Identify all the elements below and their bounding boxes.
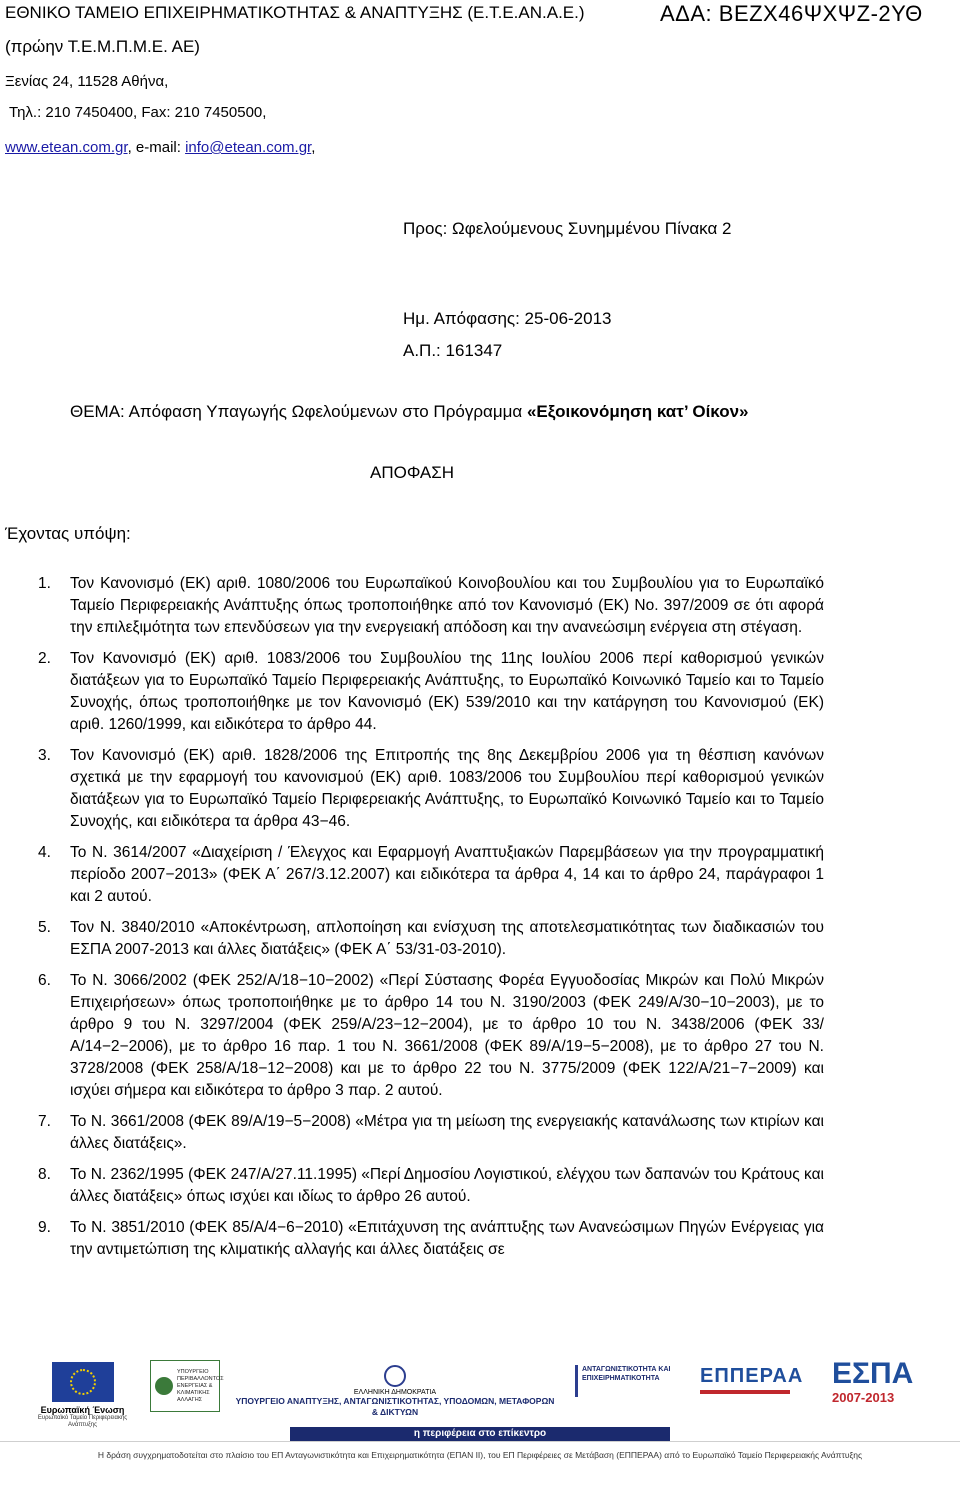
region-slogan: η περιφέρεια στο επίκεντρο [413, 1428, 547, 1439]
list-item [38, 1217, 824, 1261]
email-link[interactable]: info@etean.com.gr [185, 139, 312, 156]
env-emblem-icon [155, 1377, 173, 1395]
website-link[interactable]: www.etean.com.gr [5, 139, 128, 156]
list-item-number: 9. [38, 1219, 51, 1236]
decision-date: Ημ. Απόφασης: 25-06-2013 [403, 309, 612, 328]
address: Ξενίας 24, 11528 Αθήνα, [5, 73, 169, 90]
email-label: , e-mail: [127, 139, 186, 156]
list-item-text: Το Ν. 3614/2007 «Διαχείριση / Έλεγχος και Εφαρμογή Αναπτυξιακών Παρεμβάσεων για την προγραμματική περίοδο 2007−2013» (ΦΕΚ Α΄ 267/3.12.2007) και ειδικότερα τα άρθρα 4, 14 και το άρθρο 24, παράγραφοι 1 και 2 αυτού. [70, 844, 824, 905]
epperaa-text: ΕΠΠΕΡΑΑ [700, 1365, 804, 1387]
eu-logo-text: Ευρωπαϊκή Ένωση [40, 1405, 125, 1415]
greek-republic-text: ΕΛΛΗΝΙΚΗ ΔΗΜΟΚΡΑΤΙΑ [353, 1389, 437, 1396]
eu-flag-icon [52, 1362, 114, 1402]
org-former-name: (πρώην Τ.Ε.Μ.Π.Μ.Ε. ΑΕ) [5, 37, 200, 56]
region-slogan-bar [290, 1427, 670, 1441]
list-item-text: Το Ν. 3066/2002 (ΦΕΚ 252/Α/18−10−2002) «Περί Σύστασης Φορέα Εγγυοδοσίας Μικρών και Πολύ Μικρών Επιχειρήσεων» όπως τροποποιήθηκε με το άρθρο 14 του Ν. 3190/2003 (ΦΕΚ 249/Α/30−10−2003), με το άρθρο 9 του Ν. 3297/2004 (ΦΕΚ 259/Α/23−12−2004), με το άρθρο 10 του Ν. 3438/2006 (ΦΕΚ 33/Α/14−2−2006), με το άρθρο 16 παρ. 1 του Ν. 3661/2008 (ΦΕΚ 89/Α/19−5−2008), με το άρθρο 27 του Ν. 3728/2008 (ΦΕΚ 258/Α/18−12−2008) και με το άρθρο 22 του Ν. 3775/2009 (ΦΕΚ 122/Α/21−7−2009) και ισχύει σήμερα και ειδικότερα το άρθρο 3 παρ. 2 αυτού. [70, 972, 824, 1099]
list-item-text: Τον Κανονισμό (ΕΚ) αριθ. 1083/2006 του Συμβουλίου της 11ης Ιουλίου 2006 περί καθορισμού γενικών διατάξεων για το Ευρωπαϊκό Ταμείο Περιφερειακής Ανάπτυξης, το Ευρωπαϊκό Κοινωνικό Ταμείο και το Ταμείο Συνοχής, όπως τροποποιήθηκε με τον Κανονισμό (ΕΚ) 539/2010 και την κατάργηση του Κανονισμού (ΕΚ) αριθ. 1260/1999, και ειδικότερα το άρθρο 44. [70, 650, 824, 733]
recipient: Προς: Ωφελούμενους Συνημμένου Πίνακα 2 [403, 219, 732, 238]
funding-note: Η δράση συγχρηματοδοτείται στο πλαίσιο του ΕΠ Ανταγωνιστικότητα και Επιχειρηματικότητα (ΕΠΑΝ ΙΙ), του ΕΠ Περιφέρειες σε Μετάβαση (ΕΠΠΕΡΑΑ) από το Ευρωπαϊκό Ταμείο Περιφερειακής Ανάπτυξης [97, 1450, 863, 1460]
phones: Τηλ.: 210 7450400, Fax: 210 7450500, [9, 104, 267, 121]
espa-years: 2007-2013 [832, 1390, 895, 1405]
ministry-development-logo [235, 1365, 555, 1425]
list-item-number: 8. [38, 1166, 51, 1183]
list-item-number: 3. [38, 747, 51, 764]
list-item-text: Τον Ν. 3840/2010 «Αποκέντρωση, απλοποίηση και ενίσχυση της αποτελεσματικότητας των διαδικασιών του ΕΣΠΑ 2007-2013 και άλλες διατάξεις» (ΦΕΚ Α΄ 53/31-03-2010). [70, 919, 824, 958]
contact-trail: , [311, 139, 316, 156]
contact-line [5, 139, 315, 157]
list-item [38, 917, 824, 961]
espa-logo [832, 1358, 927, 1420]
list-item-number: 6. [38, 972, 51, 989]
epperaa-underline [700, 1390, 790, 1394]
list-item [38, 842, 824, 908]
list-item-text: Το Ν. 3851/2010 (ΦΕΚ 85/Α/4−6−2010) «Επιτάχυνση της ανάπτυξης των Ανανεώσιμων Πηγών Ενέργειας για την αντιμετώπιση της κλιματικής αλλαγής και άλλες διατάξεις σε [70, 1219, 824, 1258]
subject-prefix: ΘΕΜΑ: Απόφαση Υπαγωγής Ωφελούμενων στο Πρόγραμμα [70, 402, 527, 421]
list-item-text: Τον Κανονισμό (ΕΚ) αριθ. 1828/2006 της Επιτροπής της 8ης Δεκεμβρίου 2006 για τη θέσπιση κανόνων σχετικά με την εφαρμογή του κανονισμού (ΕΚ) αριθ. 1083/2006 του Συμβουλίου περί καθορισμού γενικών διατάξεων για το Ευρωπαϊκό Ταμείο Περιφερειακής Ανάπτυξης, το Ευρωπαϊκό Κοινωνικό Ταμείο και το Ταμείο Συνοχής, και ειδικότερα τα άρθρα 43−46. [70, 747, 824, 830]
ministry-dev-text: ΥΠΟΥΡΓΕΙΟ ΑΝΑΠΤΥΞΗΣ, ΑΝΤΑΓΩΝΙΣΤΙΚΟΤΗΤΑΣ, ΥΠΟΔΟΜΩΝ, ΜΕΤΑΦΟΡΩΝ & ΔΙΚΤΥΩΝ [235, 1396, 555, 1417]
list-item-text: Το Ν. 3661/2008 (ΦΕΚ 89/Α/19−5−2008) «Μέτρα για τη μείωση της ενεργειακής κατανάλωσης των κτιρίων και άλλες διατάξεις». [70, 1113, 824, 1152]
list-item [38, 1164, 824, 1208]
list-item [38, 1111, 824, 1155]
list-item-number: 2. [38, 650, 51, 667]
competitiveness-logo [575, 1365, 671, 1397]
ministry-env-text: ΥΠΟΥΡΓΕΙΟ ΠΕΡΙΒΑΛΛΟΝΤΟΣ ΕΝΕΡΓΕΙΑΣ & ΚΛΙΜΑΤΙΚΗΣ ΑΛΛΑΓΗΣ [177, 1368, 224, 1403]
org-name: ΕΘΝΙΚΟ ΤΑΜΕΙΟ ΕΠΙΧΕΙΡΗΜΑΤΙΚΟΤΗΤΑΣ & ΑΝΑΠΤΥΞΗΣ (Ε.Τ.Ε.ΑΝ.Α.Ε.) [5, 3, 585, 22]
competitiveness-text: ΑΝΤΑΓΩΝΙΣΤΙΚΟΤΗΤΑ ΚΑΙ ΕΠΙΧΕΙΡΗΜΑΤΙΚΟΤΗΤΑ [582, 1366, 671, 1382]
greek-emblem-icon [384, 1365, 406, 1387]
subject-line [70, 402, 749, 422]
ministry-environment-logo [150, 1360, 224, 1412]
eu-logo [35, 1362, 130, 1432]
list-item-number: 5. [38, 919, 51, 936]
eu-logo-sub: Ευρωπαϊκό Ταμείο Περιφερειακής Ανάπτυξης [37, 1415, 128, 1428]
considering-heading: Έχοντας υπόψη: [5, 524, 131, 543]
list-item [38, 970, 824, 1102]
subject-program: «Εξοικονόμηση κατ’ Οίκον» [526, 402, 749, 421]
list-item-number: 4. [38, 844, 51, 861]
document-title: ΑΠΟΦΑΣΗ [370, 463, 455, 482]
list-item [38, 573, 824, 639]
espa-text: ΕΣΠΑ [832, 1357, 914, 1390]
list-item [38, 648, 824, 736]
list-item-number: 1. [38, 575, 51, 592]
protocol-number: Α.Π.: 161347 [403, 341, 503, 360]
footer-divider [0, 1441, 960, 1442]
considerations-list [38, 573, 824, 1270]
epperaa-logo [700, 1365, 810, 1405]
list-item-text: Το Ν. 2362/1995 (ΦΕΚ 247/Α/27.11.1995) «Περί Δημοσίου Λογιστικού, ελέγχου των δαπανών του Κράτους και άλλες διατάξεις» όπως ισχύει και ιδίως το άρθρο 26 αυτού. [70, 1166, 824, 1205]
ada-code: ΑΔΑ: ΒΕΖΧ46ΨΧΨΖ-2ΥΘ [660, 1, 923, 26]
list-item-text: Τον Κανονισμό (ΕΚ) αριθ. 1080/2006 του Ευρωπαϊκού Κοινοβουλίου και του Συμβουλίου για το Ευρωπαϊκό Ταμείο Περιφερειακής Ανάπτυξης όπως τροποποιήθηκε από τον Κανονισμό (ΕΚ) Νο. 397/2009 σε ότι αφορά την επιλεξιμότητα των επενδύσεων για την ενεργειακή απόδοση και την ανανεώσιμη ενέργεια στη στέγαση. [70, 575, 824, 636]
list-item-number: 7. [38, 1113, 51, 1130]
list-item [38, 745, 824, 833]
